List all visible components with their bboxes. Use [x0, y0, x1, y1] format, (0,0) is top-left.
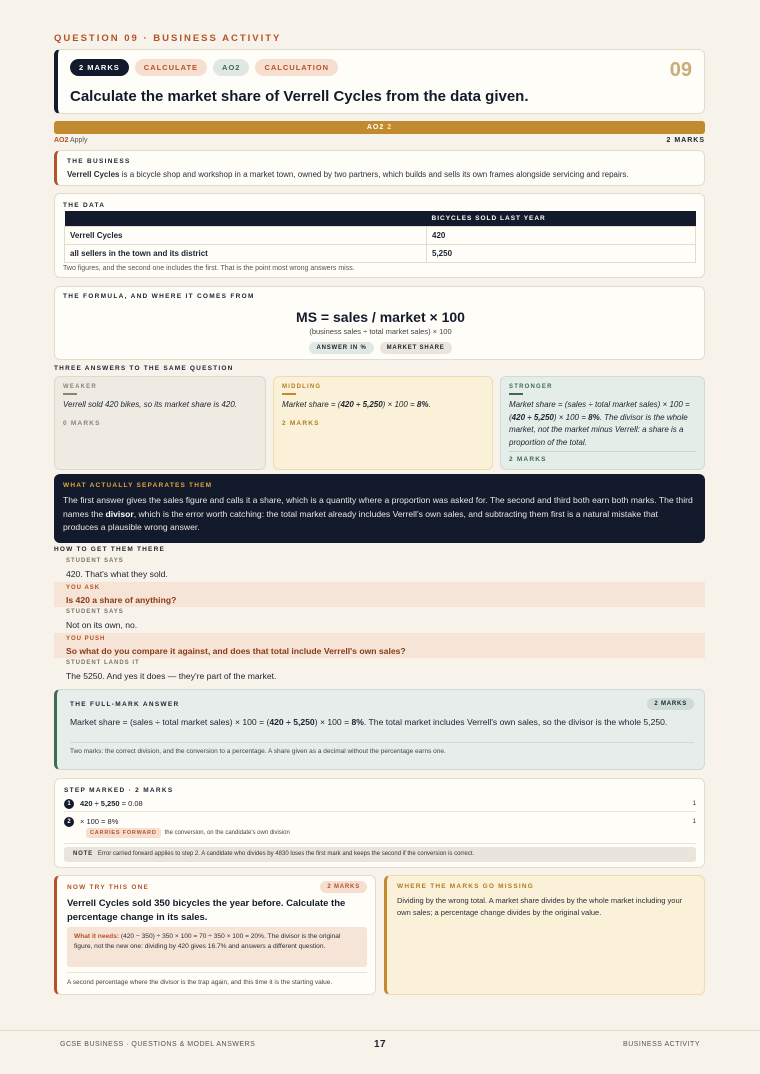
- needs-text: (420 − 350) ÷ 350 × 100 = 70 ÷ 350 × 100 = 20%. The divisor is the original figure, not the new one: dividing by 420 gives 16.7% and answers a different question.: [74, 933, 341, 950]
- text-bold: 8%: [588, 412, 600, 422]
- table-row: [65, 245, 696, 263]
- table-cell: all sellers in the town and its district: [65, 245, 427, 263]
- text-bold: 8%: [416, 400, 429, 409]
- formula-chip: MARKET SHARE: [380, 342, 452, 354]
- cf-text: the conversion, on the candidate's own division: [164, 830, 290, 836]
- divider: [64, 811, 696, 812]
- dialogue-turn-teacher: [54, 633, 705, 658]
- footer-divider: [0, 1030, 760, 1031]
- divider: [509, 451, 696, 452]
- table-header: [65, 211, 427, 227]
- speech: So what do you compare it against, and does that total include Verrell's own sales?: [66, 646, 406, 656]
- divider: [509, 393, 523, 395]
- speech: 420. That's what they sold.: [66, 569, 168, 579]
- business-name: Verrell Cycles: [67, 170, 120, 179]
- table-cell: Verrell Cycles: [65, 227, 427, 245]
- text-run: Market share = (sales ÷ total market sales) × 100 = (: [70, 717, 270, 727]
- full-mark-note: Two marks: the correct division, and the conversion to a percentage. A share given as a decimal without the percentage earns one.: [70, 748, 446, 755]
- dialogue-turn-student: [54, 607, 705, 634]
- weaker-title: WEAKER: [63, 384, 97, 390]
- marks-chip: 2 MARKS: [70, 59, 129, 76]
- needs-label: What it needs:: [74, 933, 120, 940]
- text-run: .: [428, 400, 431, 409]
- ao-bar-count: 2: [387, 124, 393, 131]
- missing-text: Dividing by the wrong total. A market share divides by the whole market including your own sales; a percentage change divides by the original value.: [397, 896, 683, 917]
- footer-right: BUSINESS ACTIVITY: [623, 1041, 700, 1048]
- speaker: YOU PUSH: [66, 636, 106, 642]
- text-bold: 8%: [351, 717, 364, 727]
- step-row: [64, 817, 696, 827]
- ao-bar-label: AO2: [366, 124, 385, 131]
- carries-forward: [86, 830, 290, 836]
- try-title: NOW TRY THIS ONE: [67, 884, 150, 891]
- note-tag: NOTE: [73, 851, 93, 857]
- stronger-title: STRONGER: [509, 384, 553, 390]
- speaker: STUDENT LANDS IT: [66, 660, 140, 666]
- text-run: The first answer gives the sales figure and calls it a share, which is a quantity where a proportion was asked for. The second and third both earn both marks. The third names the: [63, 495, 693, 519]
- command-chip: CALCULATE: [135, 59, 207, 76]
- step-note: [64, 847, 696, 862]
- data-card: [54, 193, 705, 278]
- step-bold: 420 ÷ 5,250: [80, 799, 120, 808]
- step-text: × 100 = 8%: [80, 817, 119, 826]
- step-row: [64, 799, 696, 809]
- data-note: Two figures, and the second one includes the first. That is the point most wrong answers miss.: [63, 265, 355, 272]
- business-text: [67, 170, 629, 179]
- question-number: 09: [669, 59, 692, 81]
- business-card: [54, 150, 705, 186]
- stronger-text: [509, 399, 696, 449]
- marks-missing-card: [384, 875, 705, 995]
- speech: The 5250. And yes it does — they're part of the market.: [66, 671, 277, 681]
- step-text: = 0.08: [119, 799, 143, 808]
- middling-title: MIDDLING: [282, 384, 322, 390]
- try-card: [54, 875, 376, 995]
- question-chips: [70, 59, 338, 76]
- weaker-answer-card: [54, 376, 266, 470]
- text-run: ) × 100 =: [553, 412, 589, 422]
- text-run: . The divisor is the whole market, not the market minus Verrell: a share is a proportion of the total.: [509, 412, 688, 447]
- step-marked-card: [54, 778, 705, 868]
- question-eyebrow: QUESTION 09 · BUSINESS ACTIVITY: [54, 33, 282, 44]
- dialogue-turn-student: [54, 556, 705, 583]
- stronger-answer-card: [500, 376, 705, 470]
- cf-tag: CARRIES FORWARD: [86, 828, 161, 838]
- data-table: [64, 211, 696, 263]
- divider: [63, 393, 77, 395]
- speech: Not on its own, no.: [66, 620, 138, 630]
- dialogue-turn-student: [54, 658, 705, 685]
- business-label: THE BUSINESS: [67, 158, 131, 165]
- text-bold: 420 ÷ 5,250: [340, 400, 383, 409]
- formula-card: [54, 286, 705, 360]
- try-needs: [67, 927, 367, 967]
- step-number: 1: [64, 799, 74, 809]
- text-bold: 420 ÷ 5,250: [269, 717, 315, 727]
- step-mark: 1: [692, 819, 696, 825]
- table-cell: 420: [427, 227, 696, 245]
- data-label: THE DATA: [63, 202, 106, 209]
- note-text: Error carried forward applies to step 2. A candidate who divides by 4830 loses the first mark and keeps the second if the conversion is correct.: [97, 851, 475, 857]
- dialogue-turn-teacher: [54, 582, 705, 607]
- full-mark-text: [70, 716, 690, 730]
- table-cell: 5,250: [427, 245, 696, 263]
- formula-label: THE FORMULA, AND WHERE IT COMES FROM: [63, 293, 255, 300]
- step-number: 2: [64, 817, 74, 827]
- separates-panel: [54, 474, 705, 543]
- question-text: Calculate the market share of Verrell Cycles from the data given.: [70, 88, 529, 105]
- table-row: [65, 227, 696, 245]
- steps-label: STEP MARKED · 2 MARKS: [64, 787, 174, 794]
- weaker-marks: 0 MARKS: [63, 420, 101, 427]
- type-chip: CALCULATION: [255, 59, 338, 76]
- missing-title: WHERE THE MARKS GO MISSING: [397, 883, 535, 890]
- divider: [282, 393, 296, 395]
- middling-marks: 2 MARKS: [282, 420, 320, 427]
- middling-text: [282, 399, 484, 412]
- table-header: BICYCLES SOLD LAST YEAR: [427, 211, 696, 227]
- speech: Is 420 a share of anything?: [66, 595, 177, 605]
- ao-bar: [54, 121, 705, 134]
- dialogue-label: HOW TO GET THEM THERE: [54, 546, 166, 553]
- ao-subline: [54, 137, 705, 144]
- ao-marks: 2 MARKS: [666, 137, 705, 144]
- step-mark: 1: [692, 801, 696, 807]
- formula-chips: [55, 342, 706, 354]
- full-mark-label: THE FULL-MARK ANSWER: [70, 701, 180, 708]
- separates-text: [63, 494, 695, 535]
- text-run: Market share = (: [282, 400, 341, 409]
- text-run: , which is the error worth catching: the total market already includes Verrell's own sales, and subtracting them first is a natural mistake that produces a plausible wrong answer.: [63, 508, 658, 532]
- text-run: Market share = (sales ÷ total market sales) × 100 = (: [509, 400, 690, 422]
- ao-desc: Apply: [69, 137, 88, 144]
- text-run: . The total market includes Verrell's own sales, so the divisor is the whole 5,250.: [363, 717, 668, 727]
- business-description: is a bicycle shop and workshop in a market town, owned by two partners, which builds and sells its own frames alongside servicing and repairs.: [119, 170, 629, 179]
- ao-code: AO2: [54, 137, 69, 144]
- formula-sub: (business sales ÷ total market sales) × 100: [309, 327, 452, 336]
- text-bold: divisor: [105, 508, 134, 519]
- try-note: A second percentage where the divisor is the trap again, and this time it is the starting value.: [67, 979, 333, 986]
- text-bold: 420 ÷ 5,250: [511, 412, 554, 422]
- full-mark-card: [54, 689, 705, 770]
- separates-title: WHAT ACTUALLY SEPARATES THEM: [63, 482, 213, 489]
- footer-left: GCSE BUSINESS · QUESTIONS & MODEL ANSWERS: [60, 1041, 256, 1048]
- stronger-marks: 2 MARKS: [509, 456, 547, 463]
- ao-chip: AO2: [213, 59, 249, 76]
- speaker: STUDENT SAYS: [66, 609, 124, 615]
- divider: [70, 742, 694, 743]
- answers-label: THREE ANSWERS TO THE SAME QUESTION: [54, 365, 234, 372]
- formula-main: MS = sales / market × 100: [296, 309, 465, 325]
- text-run: ) × 100 =: [314, 717, 352, 727]
- divider: [64, 843, 696, 844]
- try-question: Verrell Cycles sold 350 bicycles the year before. Calculate the percentage change in its sales.: [67, 898, 346, 923]
- middling-answer-card: [273, 376, 493, 470]
- question-card: [54, 49, 705, 114]
- speaker: STUDENT SAYS: [66, 558, 124, 564]
- text-run: ) × 100 =: [382, 400, 417, 409]
- divider: [67, 972, 367, 973]
- speaker: YOU ASK: [66, 585, 101, 591]
- page-number: 17: [373, 1039, 387, 1050]
- full-mark-badge: 2 MARKS: [647, 698, 694, 710]
- try-badge: 2 MARKS: [320, 881, 367, 893]
- formula-chip: ANSWER IN %: [309, 342, 373, 354]
- weaker-text: Verrell sold 420 bikes, so its market share is 420.: [63, 400, 238, 409]
